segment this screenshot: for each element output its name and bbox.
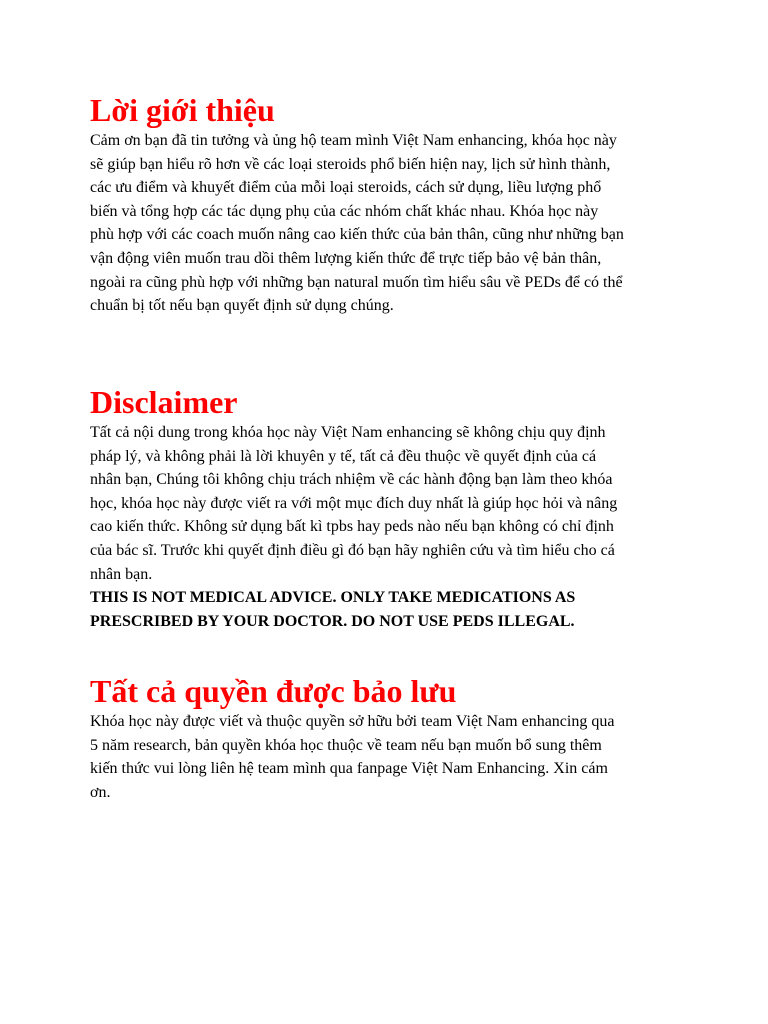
warning-line: THIS IS NOT MEDICAL ADVICE. ONLY TAKE MEDICATIONS AS (90, 589, 576, 607)
paragraph-line: các ưu điểm và khuyết điểm của mỗi loại steroids, cách sử dụng, liều lượng phổ (90, 179, 602, 197)
paragraph-line: Cảm ơn bạn đã tin tưởng và ủng hộ team mình Việt Nam enhancing, khóa học này (90, 132, 617, 149)
paragraph-line: nhân bạn. (90, 565, 153, 583)
paragraph-line: Khóa học này được viết và thuộc quyền sở hữu bởi team Việt Nam enhancing qua (90, 713, 615, 730)
paragraph-line: pháp lý, và không phải là lời khuyên y tế, tất cả đều thuộc về quyết định của cá (90, 447, 597, 465)
paragraph-line: học, khóa học này được viết ra với một mục đích duy nhất là giúp học hỏi và nâng (90, 494, 618, 512)
paragraph-line: sẽ giúp bạn hiểu rõ hơn về các loại steroids phổ biến hiện nay, lịch sử hình thành, (90, 155, 611, 173)
paragraph-line: nhân bạn, Chúng tôi không chịu trách nhiệm về các hành động bạn làm theo khóa (90, 471, 613, 489)
paragraph-line: của bác sĩ. Trước khi quyết định điều gì đó bạn hãy nghiên cứu và tìm hiểu cho cá (90, 541, 615, 559)
paragraph-line: biến và tổng hợp các tác dụng phụ của các nhóm chất khác nhau. Khóa học này (90, 202, 599, 220)
paragraph-line: vận động viên muốn trau dồi thêm lượng kiến thức để trực tiếp bảo vệ bản thân, (90, 249, 602, 267)
paragraph-line: chuẩn bị tốt nếu bạn quyết định sử dụng chúng. (90, 297, 394, 315)
medical-warning (90, 586, 710, 633)
copyright-heading: Tất cả quyền được bảo lưu (90, 673, 457, 709)
warning-line: PRESCRIBED BY YOUR DOCTOR. DO NOT USE PEDS ILLEGAL. (90, 612, 575, 630)
paragraph-line: 5 năm research, bản quyền khóa học thuộc về team nếu bạn muốn bổ sung thêm (90, 736, 602, 754)
introduction-heading: Lời giới thiệu (90, 92, 275, 128)
section-disclaimer (90, 383, 710, 633)
section-copyright (90, 672, 710, 804)
paragraph-line: ngoài ra cũng phù hợp với những bạn natural muốn tìm hiểu sâu về PEDs để có thể (90, 273, 623, 291)
disclaimer-paragraph (90, 421, 710, 586)
paragraph-line: phù hợp với các coach muốn nâng cao kiến thức của bản thân, cũng như những bạn (90, 226, 624, 244)
copyright-paragraph (90, 710, 710, 804)
paragraph-line: kiến thức vui lòng liên hệ team mình qua fanpage Việt Nam Enhancing. Xin cám (90, 760, 608, 778)
section-introduction (90, 91, 710, 318)
paragraph-line: Tất cả nội dung trong khóa học này Việt Nam enhancing sẽ không chịu quy định (90, 424, 606, 441)
paragraph-line: cao kiến thức. Không sử dụng bất kì tpbs hay peds nào nếu bạn không có chỉ định (90, 518, 614, 536)
paragraph-line: ơn. (90, 783, 111, 801)
disclaimer-heading: Disclaimer (90, 384, 238, 420)
introduction-paragraph (90, 129, 710, 318)
